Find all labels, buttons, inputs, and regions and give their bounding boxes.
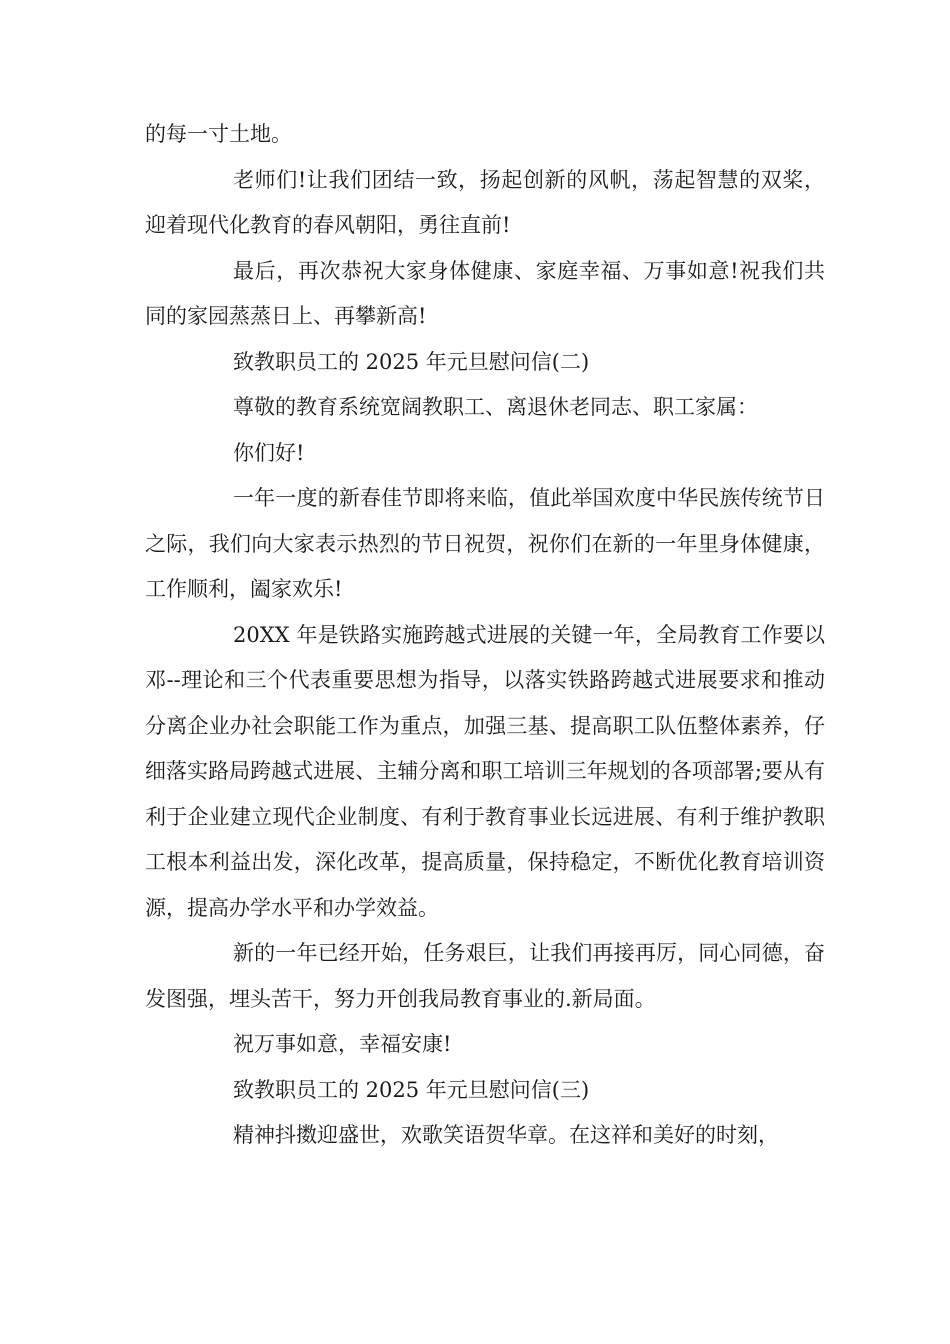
letter-title-three: 致教职员工的 2025 年元旦慰问信(三) <box>233 1077 590 1102</box>
paragraph-work-plan: 20XX 年是铁路实施跨越式进展的关键一年，全局教育工作要以邓--理论和三个代表重要思想为指导，以落实铁路跨越式进展要求和推动分离企业办社会职能工作为重点，加强三基、提高职工队伍整体素养，仔细落实路局跨越式进展、主辅分离和职工培训三年规划的各项部署;要从有利于企业建立现代企业制度、有利于教育事业长远进展、有利于维护教职工根本利益出发，深化改革，提高质量，保持稳定，不断优化教育培训资源，提高办学水平和办学效益。 <box>145 622 825 920</box>
paragraph-festival-greetings: 一年一度的新春佳节即将来临，值此举国欢度中华民族传统节日之际，我们向大家表示热烈的节日祝贺，祝你们在新的一年里身体健康，工作顺利，阖家欢乐! <box>145 486 825 601</box>
paragraph-letter-three-opening: 精神抖擞迎盛世，欢歌笑语贺华章。在这祥和美好的时刻， <box>233 1123 779 1147</box>
paragraph-teachers-unite: 老师们!让我们团结一致，扬起创新的风帆，荡起智慧的双桨，迎着现代化教育的春风朝阳，勇往直前! <box>145 167 825 237</box>
paragraph-new-year-effort: 新的一年已经开始，任务艰巨，让我们再接再厉，同心同德，奋发图强，埋头苦干，努力开创我局教育事业的.新局面。 <box>145 941 825 1011</box>
paragraph-closing-wishes: 最后，再次恭祝大家身体健康、家庭幸福、万事如意!祝我们共同的家园蒸蒸日上、再攀新高! <box>145 258 825 328</box>
paragraph-blessing: 祝万事如意，幸福安康! <box>233 1032 452 1056</box>
salutation: 尊敬的教育系统宽阔教职工、离退休老同志、职工家属： <box>233 395 758 419</box>
paragraph-continuation: 的每一寸土地。 <box>145 122 292 146</box>
letter-title-two: 致教职员工的 2025 年元旦慰问信(二) <box>233 349 590 374</box>
document-body <box>145 112 825 1159</box>
greeting: 你们好! <box>233 440 305 465</box>
